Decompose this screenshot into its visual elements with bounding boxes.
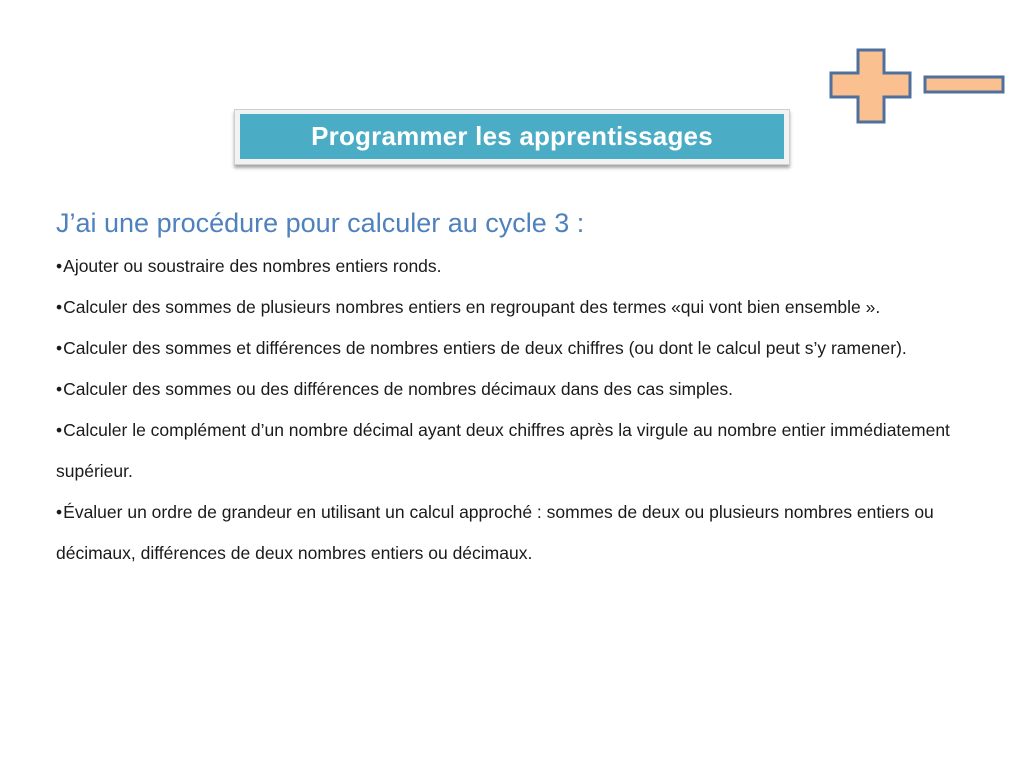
bullet-point bbox=[56, 287, 1006, 328]
minus-icon bbox=[925, 77, 1003, 92]
title-banner bbox=[234, 109, 790, 165]
bullet-list bbox=[56, 246, 1006, 574]
bullet-text: Calculer des sommes et différences de nombres entiers de deux chiffres (ou dont le calcul peut s’y ramener). bbox=[63, 338, 907, 358]
section-heading: J’ai une procédure pour calculer au cycle 3 : bbox=[56, 208, 585, 238]
bullet-point bbox=[56, 369, 1006, 410]
title-banner-fill bbox=[240, 114, 784, 159]
bullet-point bbox=[56, 328, 1006, 369]
plus-icon bbox=[831, 50, 910, 122]
bullet-text: Calculer des sommes ou des différences de nombres décimaux dans des cas simples. bbox=[63, 379, 734, 399]
bullet-marker: • bbox=[56, 420, 63, 440]
bullet-point bbox=[56, 410, 1006, 492]
slide-title: Programmer les apprentissages bbox=[311, 121, 713, 151]
bullet-point bbox=[56, 246, 1006, 287]
bullet-marker: • bbox=[56, 502, 63, 522]
slide-content bbox=[56, 200, 1006, 574]
bullet-marker: • bbox=[56, 256, 63, 276]
bullet-marker: • bbox=[56, 338, 63, 358]
bullet-text: Évaluer un ordre de grandeur en utilisant un calcul approché : sommes de deux ou plusieurs nombres entiers ou décimaux, différences de deux nombres entiers ou décimaux. bbox=[56, 502, 934, 563]
bullet-marker: • bbox=[56, 297, 63, 317]
math-operators-decoration bbox=[826, 45, 1008, 125]
bullet-text: Calculer le complément d’un nombre décimal ayant deux chiffres après la virgule au nombre entier immédiatement supérieur. bbox=[56, 420, 950, 481]
bullet-point bbox=[56, 492, 1006, 574]
bullet-marker: • bbox=[56, 379, 63, 399]
bullet-text: Calculer des sommes de plusieurs nombres entiers en regroupant des termes «qui vont bien ensemble ». bbox=[63, 297, 881, 317]
bullet-text: Ajouter ou soustraire des nombres entiers ronds. bbox=[63, 256, 442, 276]
